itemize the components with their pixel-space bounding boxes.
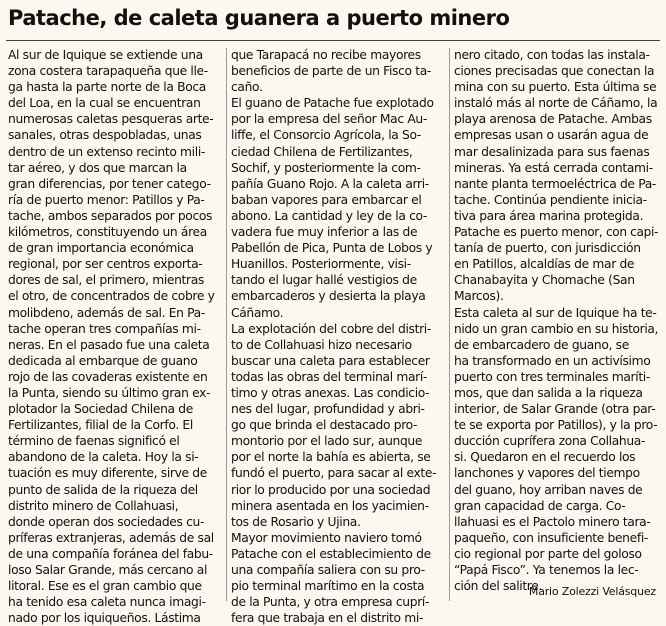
- text-line: ha tenido esa caleta nunca imagi-: [8, 595, 206, 610]
- text-line: La explotación del cobre del distri-: [231, 321, 431, 336]
- column-2: [231, 47, 445, 626]
- text-line: el otro, de concentrados de cobre y: [8, 289, 215, 304]
- text-line: por el norte la bahía es abierta, se: [231, 450, 431, 465]
- text-line: nante planta termoeléctrica de Pa-: [454, 176, 656, 191]
- text-line: Marcos).: [454, 289, 504, 304]
- text-line: dedicada al embarque de guano: [8, 353, 198, 368]
- text-line: molibdeno, además de sal. En Pa-: [8, 305, 205, 320]
- text-line: del Loa, en la cual se encuentran: [8, 96, 201, 111]
- text-line: mineras. Ya está cerrada contami-: [454, 160, 653, 175]
- text-line: ciones precisadas que conectan la: [454, 64, 655, 79]
- text-line: punto de salida de la riqueza del: [8, 482, 198, 497]
- text-line: loso Salar Grande, más cercano al: [8, 563, 208, 577]
- text-line: Patache con el establecimiento de: [231, 546, 431, 561]
- text-line: rior lo producido por una sociedad: [231, 482, 431, 497]
- text-line: minera asentada en los yacimien-: [231, 498, 429, 513]
- text-line: caño.: [231, 80, 263, 95]
- text-line: nido un gran cambio en su historia,: [454, 321, 658, 336]
- text-line: tiva para área marina protegida.: [454, 208, 644, 223]
- text-line: de gran importancia económica: [8, 241, 194, 256]
- column-separator-1: [226, 48, 227, 601]
- text-line: nes del lugar, profundidad y abri-: [231, 402, 425, 417]
- text-line: nero citado, con todas las instala-: [454, 48, 650, 62]
- text-line: Mayor movimiento naviero tomó: [231, 530, 422, 545]
- text-line: todas las obras del terminal marí-: [231, 369, 428, 384]
- text-line: paqueño, con insuficiente benefi-: [454, 530, 648, 545]
- text-line: si. Quedaron en el recuerdo los: [454, 450, 636, 465]
- text-line: término de faenas significó el: [8, 434, 180, 449]
- column-3: [454, 47, 658, 594]
- text-line: por la empresa del señor Mac Au-: [231, 112, 427, 127]
- text-line: go que brinda el destacado pro-: [231, 418, 418, 433]
- text-line: ducción cuprífera zona Collahua-: [454, 434, 646, 449]
- text-line: embarcaderos y desierta la playa: [231, 289, 426, 304]
- text-line: zona costera tarapaqueña que lle-: [8, 64, 208, 79]
- text-line: puerto con tres terminales maríti-: [454, 369, 650, 384]
- text-line: numerosas caletas pesqueras arte-: [8, 112, 214, 127]
- text-line: mina con su puerto. Esta última se: [454, 80, 657, 95]
- text-line: tache. Continúa pendiente inicia-: [454, 192, 647, 207]
- text-line: Pabellón de Pica, Punta de Lobos y: [231, 241, 433, 256]
- text-line: tos de Rosario y Ujina.: [231, 514, 361, 529]
- text-line: ción del salitre.: [454, 579, 543, 594]
- text-line: cio regional por parte del goloso: [454, 546, 642, 561]
- text-line: donde operan dos sociedades cu-: [8, 514, 205, 529]
- text-line: mos, que dan salida a la riqueza: [454, 385, 643, 400]
- text-line: tando el lugar hallé vestigios de: [231, 273, 417, 288]
- text-line: tuación es muy diferente, sirve de: [8, 466, 207, 481]
- text-line: Al sur de Iquique se extiende una: [8, 48, 203, 62]
- text-line: El guano de Patache fue explotado: [231, 96, 434, 111]
- text-line: llahuasi es el Pactolo minero tara-: [454, 514, 651, 529]
- author-byline: Mario Zolezzi Velásquez: [528, 585, 656, 598]
- text-line: abono. La cantidad y ley de la co-: [231, 208, 428, 223]
- text-line: una compañía saliera con su pro-: [231, 563, 425, 577]
- title-rule: [6, 40, 660, 41]
- text-line: Esta caleta al sur de Iquique ha te-: [454, 305, 657, 320]
- text-line: “Papá Fisco”. Ya tenemos la lec-: [454, 563, 639, 577]
- text-line: rojo de las covaderas existente en: [8, 369, 208, 384]
- text-line: playa arenosa de Patache. Ambas: [454, 112, 652, 127]
- text-line: vadera fue muy inferior a las de: [231, 225, 418, 240]
- text-line: Huanillos. Posteriormente, visi-: [231, 257, 411, 272]
- text-line: ga hasta la parte norte de la Boca: [8, 80, 206, 95]
- text-line: empresas usan o usarán agua de: [454, 128, 649, 143]
- text-line: fera que trabaja en el distrito mi-: [231, 611, 423, 626]
- text-line: dentro de un extenso recinto mili-: [8, 144, 205, 159]
- text-line: la Punta, siendo su último gran ex-: [8, 385, 211, 400]
- text-line: dores de sal, el primero, mientras: [8, 273, 204, 288]
- text-line: liffe, el Consorcio Agrícola, la So-: [231, 128, 421, 143]
- text-line: pañía Guano Rojo. A la caleta arri-: [231, 176, 429, 191]
- text-line: montorio por el lado sur, aunque: [231, 434, 423, 449]
- text-line: instaló más al norte de Cáñamo, la: [454, 96, 658, 111]
- text-line: en Patillos, alcaldías de mar de: [454, 257, 635, 272]
- text-line: buscar una caleta para establecer: [231, 353, 430, 368]
- text-line: mar desalinizada para sus faenas: [454, 144, 650, 159]
- text-line: te se exporta por Patillos), y la pro-: [454, 418, 658, 433]
- text-line: tache operan tres compañías mi-: [8, 321, 201, 336]
- text-line: Cáñamo.: [231, 305, 284, 320]
- text-line: sanales, otras despobladas, unas: [8, 128, 202, 143]
- text-line: lanchones y vapores del tiempo: [454, 466, 640, 481]
- text-line: Chanabayita y Chomache (San: [454, 273, 635, 288]
- text-line: ha transformado en un activísimo: [454, 353, 651, 368]
- text-line: neras. En el pasado fue una caleta: [8, 337, 210, 352]
- text-line: kilómetros, constituyendo un área: [8, 225, 207, 240]
- text-line: tar aéreo, y dos que marcan la: [8, 160, 187, 175]
- text-line: de embarcadero de guano, se: [454, 337, 629, 352]
- text-line: timo y otras anexas. Las condicio-: [231, 385, 430, 400]
- text-line: beneficios de parte de un Fisco ta-: [231, 64, 431, 79]
- column-separator-2: [449, 48, 450, 601]
- text-line: de una compañía foránea del fabu-: [8, 546, 213, 561]
- text-line: de la Punta, y otra empresa cuprí-: [231, 595, 430, 610]
- text-line: ciedad Chilena de Fertilizantes,: [231, 144, 413, 159]
- text-line: interior, de Salar Grande (otra par-: [454, 402, 656, 417]
- text-line: pio terminal marítimo en la costa: [231, 579, 425, 594]
- text-line: regional, por ser centros exporta-: [8, 257, 203, 272]
- text-line: tanía de puerto, con jurisdicción: [454, 241, 641, 256]
- article-title: Patache, de caleta guanera a puerto minero: [8, 6, 510, 30]
- text-line: to de Collahuasi hizo necesario: [231, 337, 412, 352]
- column-1: [8, 47, 222, 626]
- text-line: gran capacidad de carga. Co-: [454, 498, 626, 513]
- text-line: gran diferencias, por tener catego-: [8, 176, 211, 191]
- text-line: distrito minero de Collahuasi,: [8, 498, 179, 513]
- text-line: Patache es puerto menor, con capi-: [454, 225, 658, 240]
- text-line: del guano, hoy arriban naves de: [454, 482, 643, 497]
- text-line: plotador la Sociedad Chilena de: [8, 402, 193, 417]
- text-line: baban vapores para embarcar el: [231, 192, 422, 207]
- text-line: fundó el puerto, para sacar al exte-: [231, 466, 437, 481]
- text-line: nado por los iquiqueños. Lástima: [8, 611, 201, 626]
- text-line: príferas extranjeras, además de sal: [8, 530, 214, 545]
- text-line: ría de puerto menor: Patillos y Pa-: [8, 192, 205, 207]
- text-line: Fertilizantes, filial de la Corfo. El: [8, 418, 193, 433]
- text-line: Sochif, y posteriormente la com-: [231, 160, 421, 175]
- text-line: tache, ambos separados por pocos: [8, 208, 213, 223]
- text-line: litoral. Ese es el gran cambio que: [8, 579, 202, 594]
- text-line: abandono de la caleta. Hoy la si-: [8, 450, 199, 465]
- text-line: que Tarapacá no recibe mayores: [231, 48, 421, 62]
